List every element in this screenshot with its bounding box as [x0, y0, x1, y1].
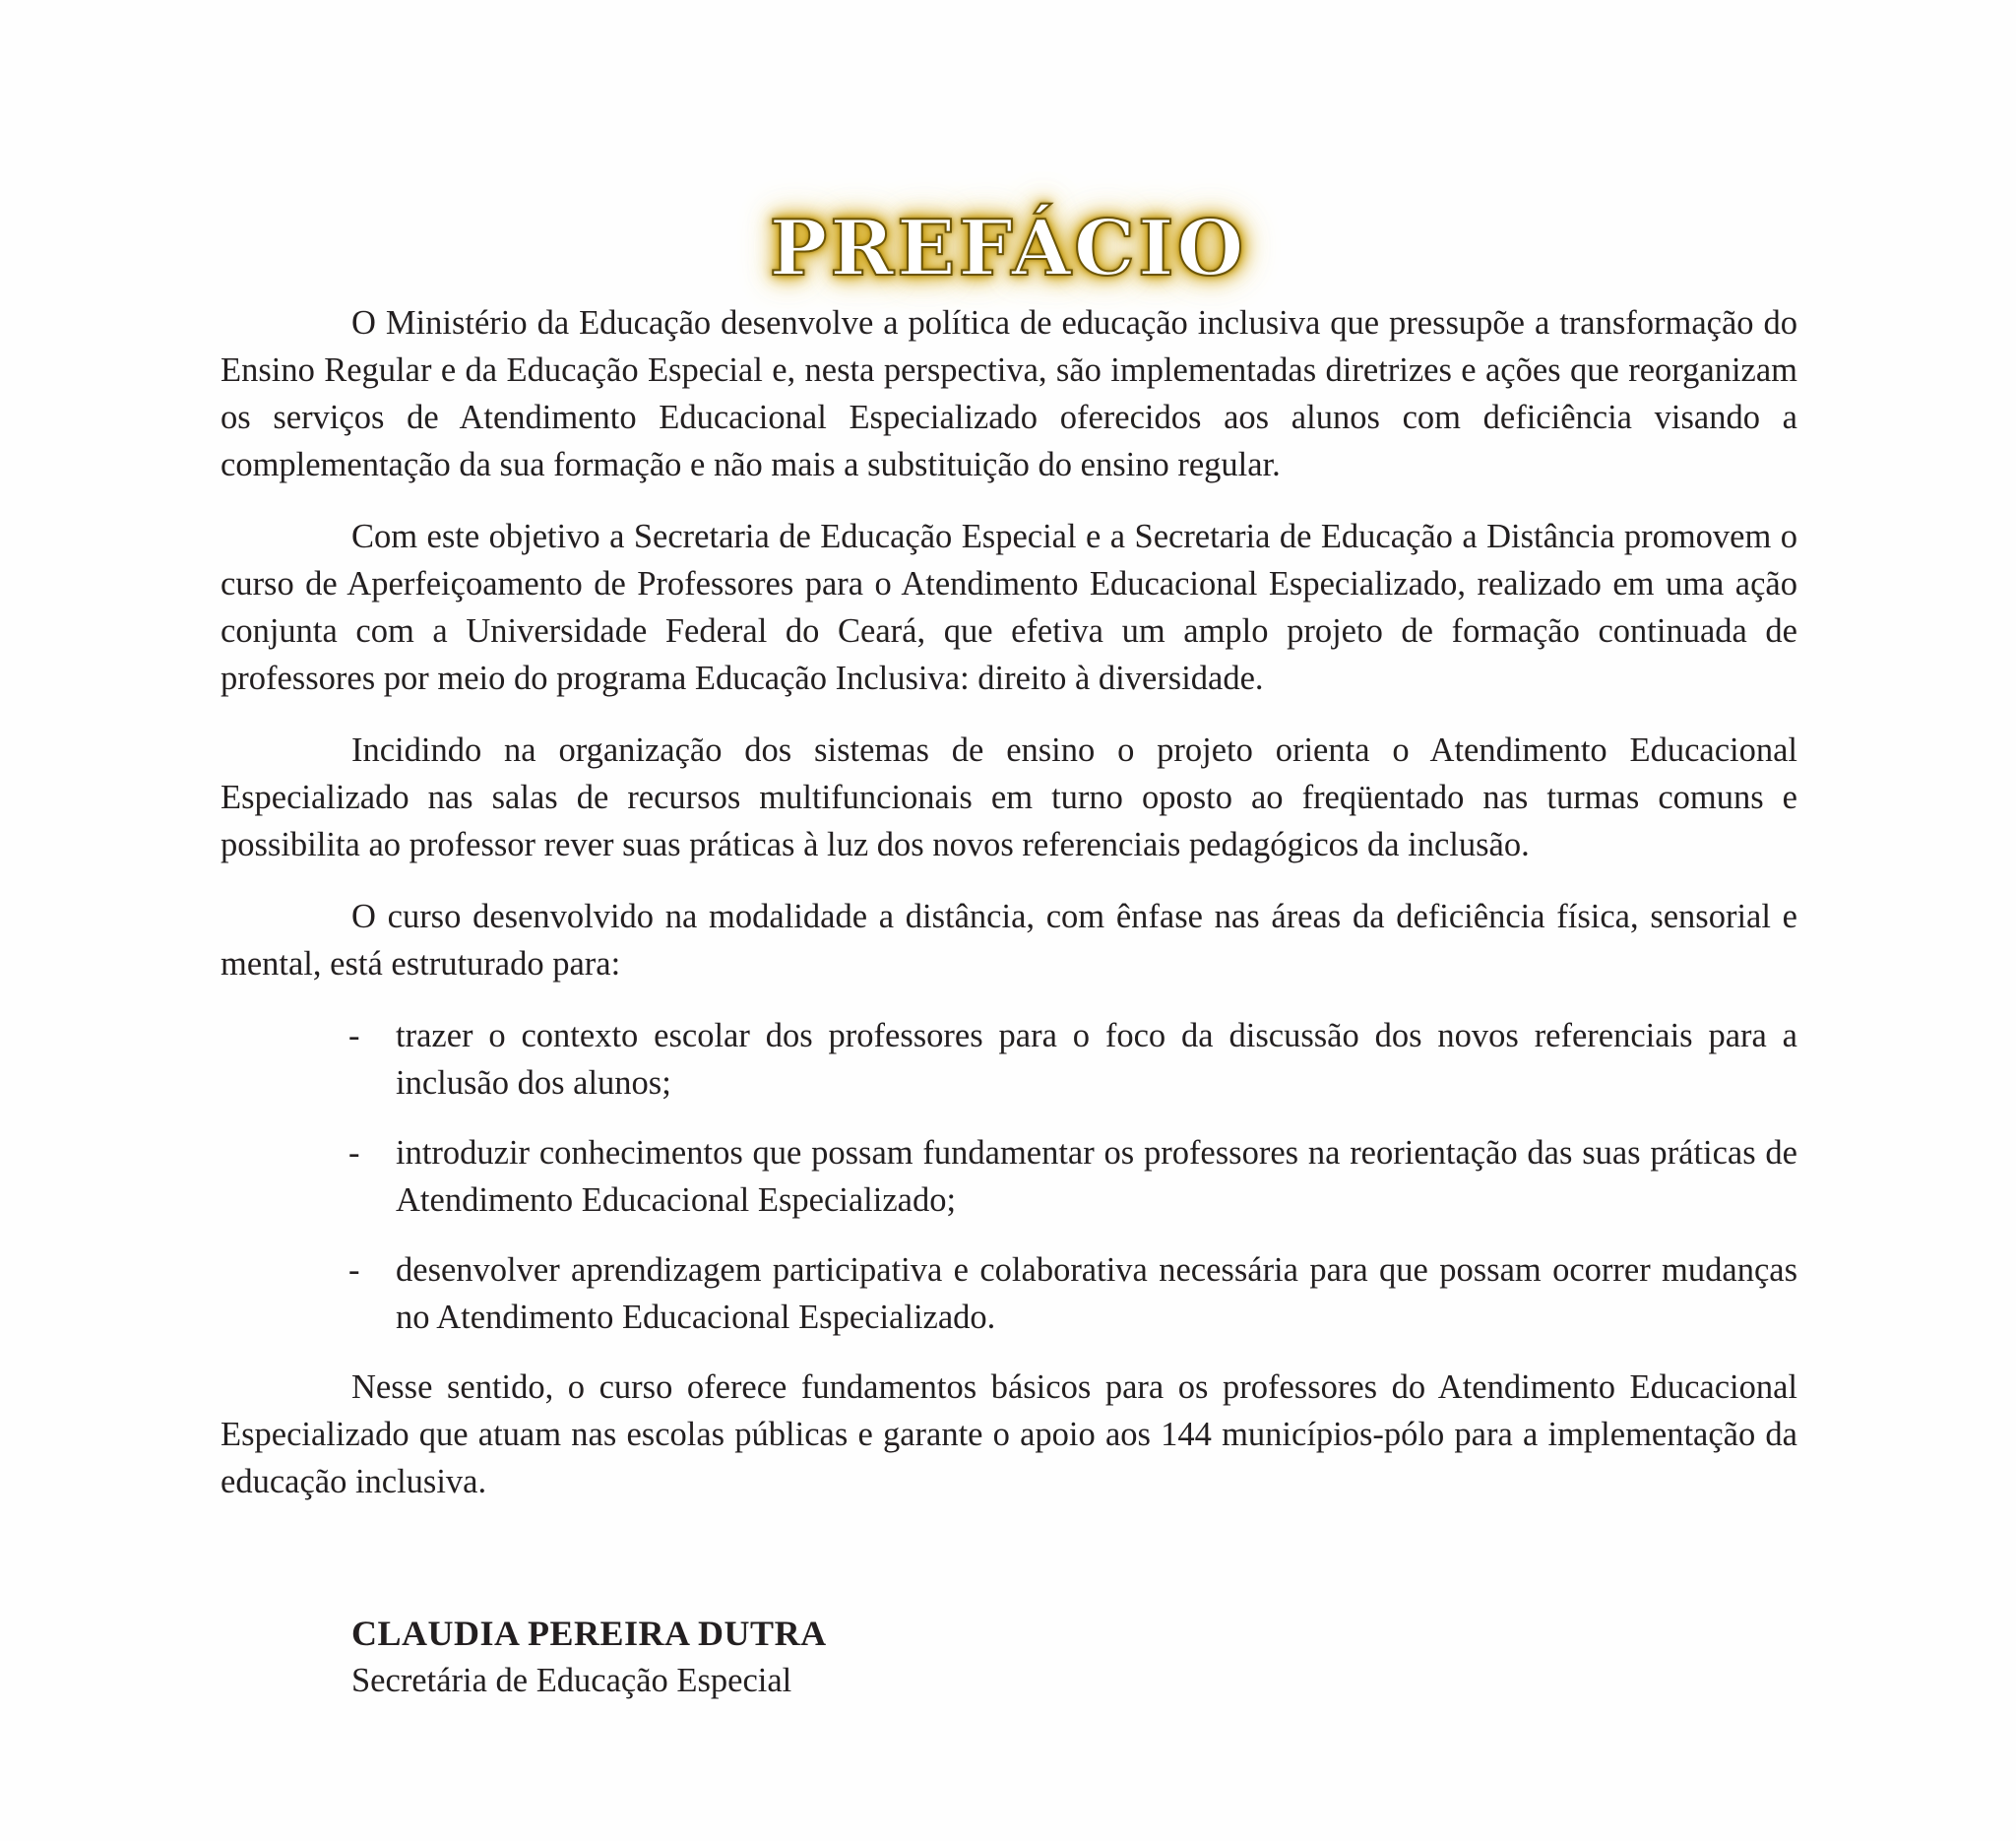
list-item	[220, 1012, 1797, 1107]
list-item-text: desenvolver aprendizagem participativa e colaborativa necessária para que possam ocorrer mudanças no Atendimento Educacional Especializado.	[396, 1251, 1797, 1336]
closing-paragraph: Nesse sentido, o curso oferece fundamentos básicos para os professores do Atendimento Educacional Especializado que atuam nas escolas públicas e garante o apoio aos 144 municípios-pólo para a implementação da educação inclusiva.	[220, 1368, 1797, 1500]
paragraph-1: O Ministério da Educação desenvolve a política de educação inclusiva que pressupõe a transformação do Ensino Regular e da Educação Especial e, nesta perspectiva, são implementadas diretrizes e ações que reorganizam os serviços de Atendimento Educacional Especializado oferecidos aos alunos com deficiência visando a complementação da sua formação e não mais a substituição do ensino regular.	[220, 304, 1797, 483]
preface-body	[220, 299, 1797, 1530]
paragraph-3: Incidindo na organização dos sistemas de ensino o projeto orienta o Atendimento Educacional Especializado nas salas de recursos multifuncionais em turno oposto ao freqüentado nas turmas comuns e possibilita ao professor rever suas práticas à luz dos novos referenciais pedagógicos da inclusão.	[220, 731, 1797, 863]
signature-block	[351, 1610, 827, 1704]
list-item-text: trazer o contexto escolar dos professores para o foco da discussão dos novos referenciais para a inclusão dos alunos;	[396, 1017, 1797, 1102]
page-title: PREFÁCIO	[769, 204, 1247, 294]
list-marker: -	[348, 1251, 360, 1289]
objectives-list	[220, 1012, 1797, 1341]
paragraph-2: Com este objetivo a Secretaria de Educação Especial e a Secretaria de Educação a Distância promovem o curso de Aperfeiçoamento de Professores para o Atendimento Educacional Especializado, realizado em uma ação conjunta com a Universidade Federal do Ceará, que efetiva um amplo projeto de formação continuada de professores por meio do programa Educação Inclusiva: direito à diversidade.	[220, 518, 1797, 697]
list-item	[220, 1246, 1797, 1341]
signatory-name: CLAUDIA PEREIRA DUTRA	[351, 1614, 827, 1653]
list-item	[220, 1129, 1797, 1224]
paragraph-4: O curso desenvolvido na modalidade a distância, com ênfase nas áreas da deficiência física, sensorial e mental, está estruturado para:	[220, 898, 1797, 983]
list-item-text: introduzir conhecimentos que possam fundamentar os professores na reorientação das suas práticas de Atendimento Educacional Especializado;	[396, 1134, 1797, 1219]
signatory-role: Secretária de Educação Especial	[351, 1662, 792, 1699]
list-marker: -	[348, 1017, 360, 1054]
list-marker: -	[348, 1134, 360, 1172]
